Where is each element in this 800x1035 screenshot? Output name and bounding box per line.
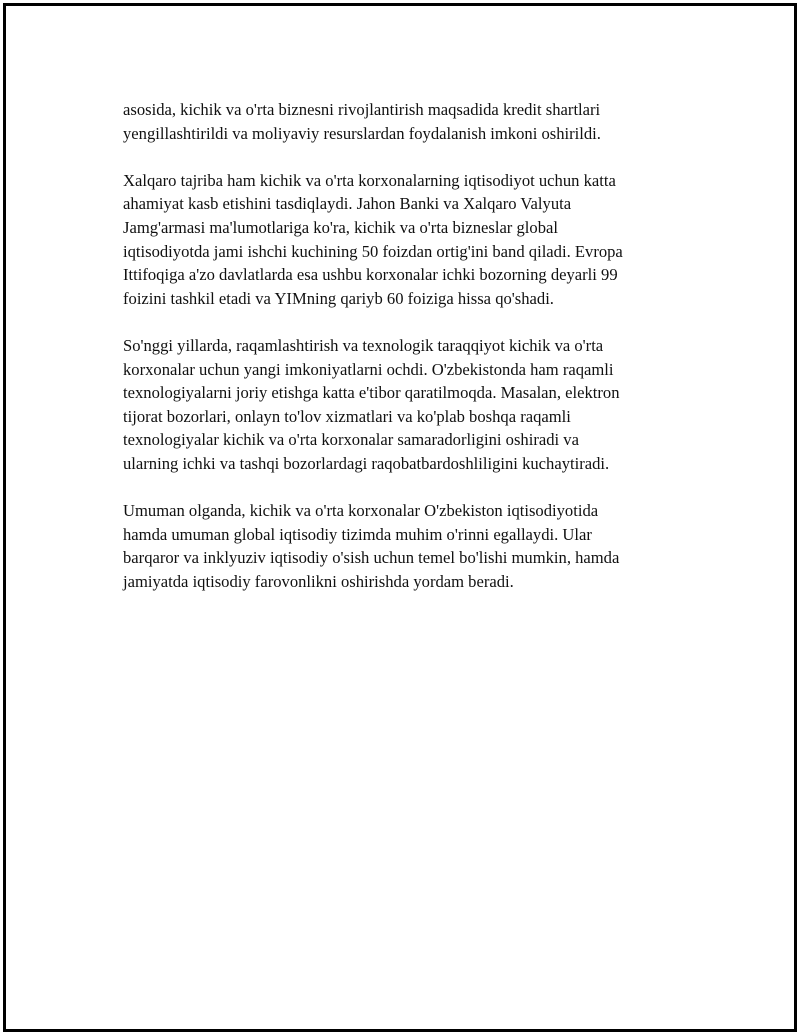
document-body: [123, 98, 683, 617]
paragraph-conclusion: Umuman olganda, kichik va o'rta korxonalar O'zbekiston iqtisodiyotida hamda umuman global iqtisodiy tizimda muhim o'rinni egallaydi. Ular barqaror va inklyuziv iqtisodiy o'sish uchun temel bo'lishi mumkin, hamda jamiyatda iqtisodiy farovonlikni oshirishda yordam beradi.: [123, 501, 620, 591]
document-page: [3, 3, 797, 1032]
paragraph-international-experience: Xalqaro tajriba ham kichik va o'rta korxonalarning iqtisodiyot uchun katta ahamiyat kasb etishini tasdiqlaydi. Jahon Banki va Xalqaro Valyuta Jamg'armasi ma'lumotlariga ko'ra, kichik va o'rta bizneslar global iqtisodiyotda jami ishchi kuchining 50 foizdan ortig'ini band qiladi. Evropa Ittifoqiga a'zo davlatlarda esa ushbu korxonalar ichki bozorning deyarli 99 foizini tashkil etadi va YIMning qariyb 60 foiziga hissa qo'shadi.: [123, 170, 623, 308]
paragraph-digitalization: So'nggi yillarda, raqamlashtirish va texnologik taraqqiyot kichik va o'rta korxonalar uchun yangi imkoniyatlarni ochdi. O'zbekistonda ham raqamli texnologiyalarni joriy etishga katta e'tibor qaratilmoqda. Masalan, elektron tijorat bozorlari, onlayn to'lov xizmatlari va ko'plab boshqa raqamli texnologiyalar kichik va o'rta korxonalar samaradorligini oshiradi va ularning ichki va tashqi bozorlardagi raqobatbardoshliligini kuchaytiradi.: [123, 335, 620, 473]
paragraph-credit-conditions: asosida, kichik va o'rta biznesni rivojlantirish maqsadida kredit shartlari yengillashtirildi va moliyaviy resurslardan foydalanish imkoni oshirildi.: [123, 100, 601, 143]
